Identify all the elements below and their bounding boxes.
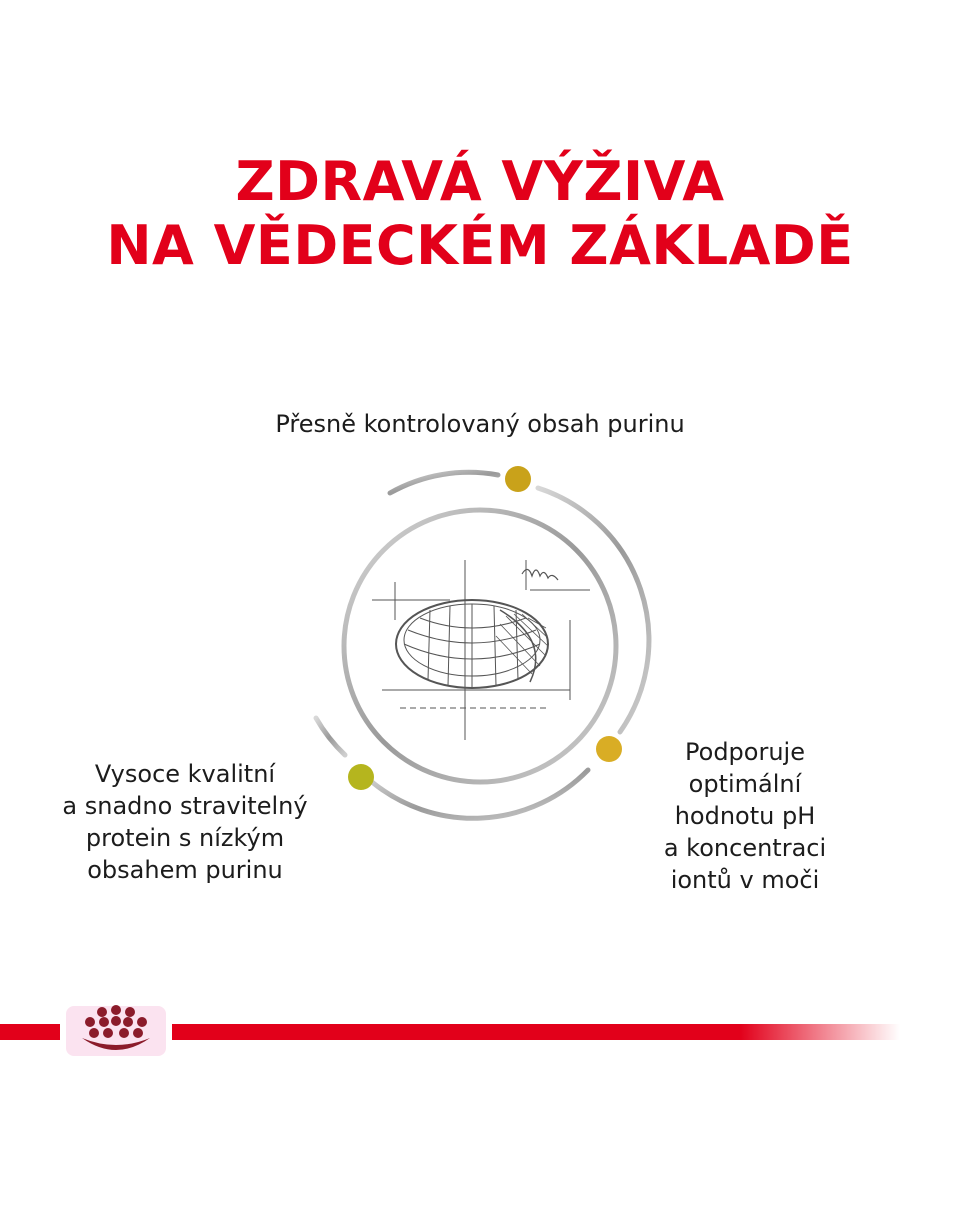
- headline-line-2: NA VĚDECKÉM ZÁKLADĚ: [106, 214, 854, 277]
- benefit-diagram: [300, 460, 660, 830]
- benefit-protein-quality: Vysoce kvalitní a snadno stravitelný protein s nízkým obsahem purinu: [62, 760, 308, 884]
- outer-arc-left: [316, 718, 345, 755]
- brand-bar-right: [172, 1024, 900, 1040]
- inner-ring: [344, 510, 616, 782]
- kibble-sketch-icon: [372, 560, 590, 740]
- outer-arc-top: [390, 472, 498, 493]
- accent-dot-top: [505, 466, 531, 492]
- accent-dot-left: [348, 764, 374, 790]
- brand-bar: [0, 1000, 960, 1070]
- brand-bar-left: [0, 1024, 60, 1040]
- outer-arc-right: [538, 488, 649, 732]
- page-headline: [0, 150, 960, 278]
- outer-arc-bottom: [372, 770, 588, 818]
- benefit-purine-control: Přesně kontrolovaný obsah purinu: [275, 410, 685, 438]
- headline-line-1: ZDRAVÁ VÝŽIVA: [235, 150, 725, 213]
- royal-canin-crown-logo: [60, 1000, 172, 1064]
- accent-dot-right: [596, 736, 622, 762]
- benefit-urine-ph: Podporuje optimální hodnotu pH a koncentraci iontů v moči: [663, 738, 827, 894]
